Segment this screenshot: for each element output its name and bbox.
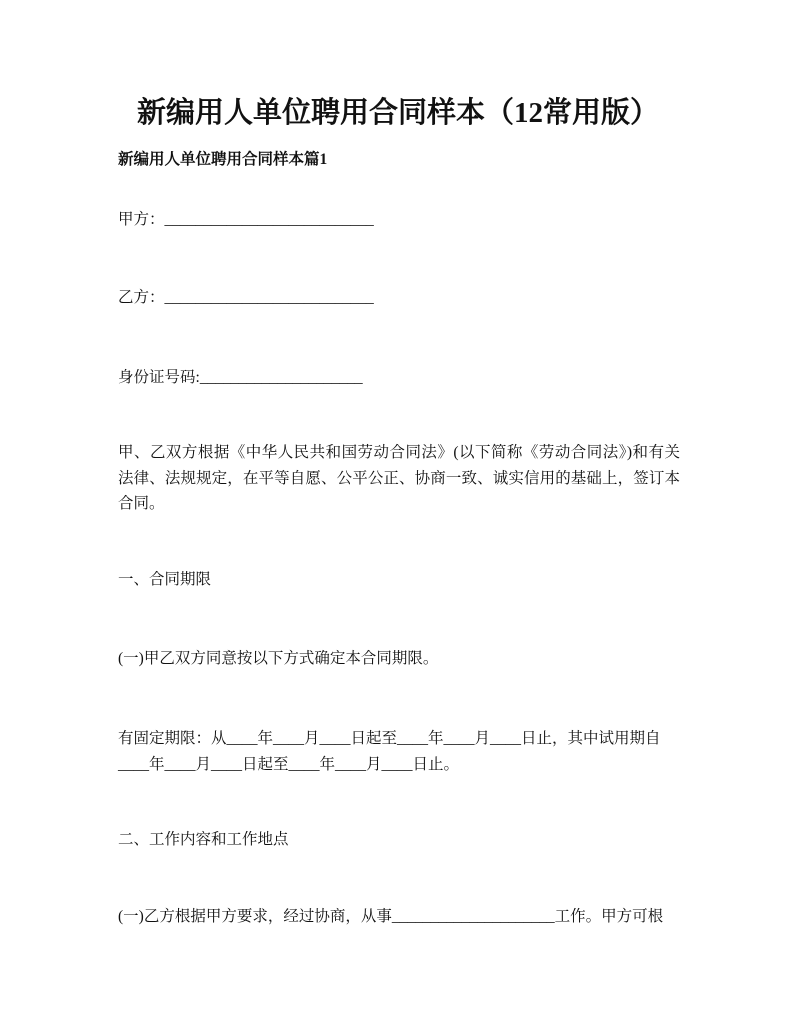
party-b-field — [118, 285, 374, 311]
intro-paragraph-line: 法律、法规规定，在平等自愿、公平公正、协商一致、诚实信用的基础上，签订本 — [118, 469, 680, 487]
document-title: 新编用人单位聘用合同样本（12常用版） — [136, 97, 659, 129]
party-a-label: 甲方： — [118, 211, 165, 228]
id-number-blank: _____________________ — [199, 369, 363, 386]
clause-2-item-1: (一)乙方根据甲方要求，经过协商，从事_____________________工作。甲方可根 — [118, 908, 664, 925]
fixed-term-paragraph — [118, 726, 661, 777]
fixed-term-line: ____年____月____日起至____年____月____日止。 — [118, 755, 460, 773]
party-a-field — [118, 207, 374, 233]
fixed-term-line: 有固定期限：从____年____月____日起至____年____月____日止，其中试用期自 — [118, 730, 661, 747]
section-heading: 新编用人单位聘用合同样本篇1 — [118, 151, 328, 168]
clause-1-item-1: (一)甲乙双方同意按以下方式确定本合同期限。 — [118, 650, 439, 667]
clause-2-heading: 二、工作内容和工作地点 — [118, 831, 289, 848]
party-b-blank: ___________________________ — [164, 289, 374, 306]
intro-paragraph-line: 甲、乙双方根据《中华人民共和国劳动合同法》(以下简称《劳动合同法》)和有关 — [118, 444, 680, 461]
id-number-label: 身份证号码: — [118, 369, 200, 386]
intro-paragraph-line: 合同。 — [118, 495, 165, 512]
id-number-field — [118, 365, 363, 391]
intro-paragraph — [118, 440, 680, 517]
clause-1-heading: 一、合同期限 — [118, 571, 212, 588]
party-b-label: 乙方： — [118, 289, 165, 306]
party-a-blank: ___________________________ — [164, 211, 374, 228]
